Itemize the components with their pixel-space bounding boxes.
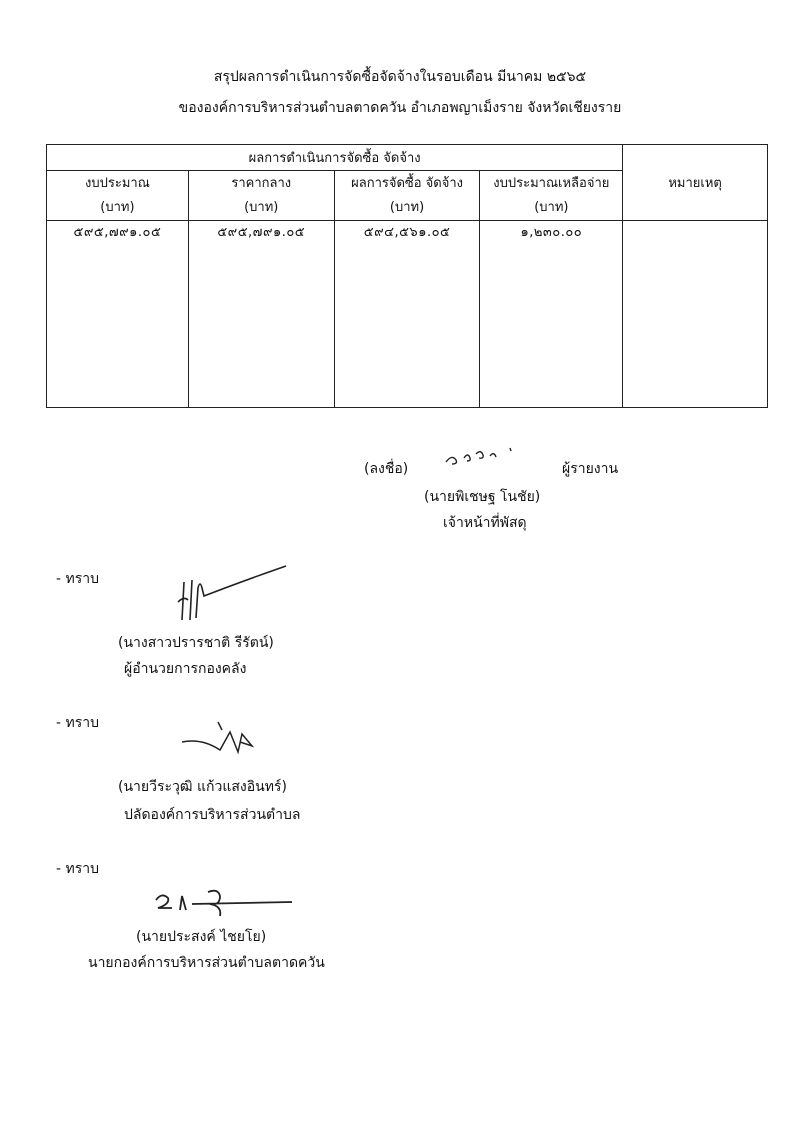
column-header-median-price [188,171,334,221]
acknowledge-position: ผู้อำนวยการกองคลัง [124,661,247,677]
column-header-procurement-result [334,171,480,221]
column-header-remaining-budget [480,171,623,221]
deputy-chief-signature [180,716,264,760]
procurement-summary-table [46,144,768,408]
reporter-signature [440,440,520,470]
cell-budget: ๕๙๕,๗๙๑.๐๕ [47,221,189,408]
column-header-budget [47,171,189,221]
document-subtitle: ขององค์การบริหารส่วนตำบลตาดควัน อำเภอพญาเม็งราย จังหวัดเชียงราย [178,100,622,116]
finance-director-signature [170,562,290,624]
cell-median-price: ๕๙๕,๗๙๑.๐๕ [188,221,334,408]
acknowledge-name: (นายประสงค์ ไชยโย) [136,929,267,945]
cell-remark [623,221,768,408]
cell-remaining-budget: ๑,๒๓๐.๐๐ [480,221,623,408]
column-label: งบประมาณ [85,175,150,191]
column-label: งบประมาณเหลือจ่าย [493,175,610,191]
column-unit: (บาท) [534,199,569,215]
group-header: ผลการดำเนินการจัดซื้อ จัดจ้าง [47,145,623,171]
column-unit: (บาท) [389,199,425,215]
acknowledge-label: - ทราบ [56,715,99,731]
column-unit: (บาท) [244,199,279,215]
table-row [47,221,768,408]
sign-prefix: (ลงชื่อ) [364,461,409,477]
acknowledge-label: - ทราบ [56,571,99,587]
acknowledge-name: (นายวีระวุฒิ แก้วแสงอินทร์) [118,779,287,795]
reporter-position: เจ้าหน้าที่พัสดุ [443,515,527,531]
reporter-name: (นายพิเชษฐ โนชัย) [424,489,541,505]
acknowledge-position: นายกองค์การบริหารส่วนตำบลตาดควัน [88,955,325,971]
column-label: ราคากลาง [231,175,292,191]
document-title: สรุปผลการดำเนินการจัดซื้อจัดจ้างในรอบเดือน มีนาคม ๒๕๖๕ [213,69,587,85]
acknowledge-position: ปลัดองค์การบริหารส่วนตำบล [124,807,301,823]
cell-procurement-result: ๕๙๔,๕๖๑.๐๕ [334,221,480,408]
remark-header: หมายเหตุ [623,145,768,221]
mayor-signature [152,886,302,920]
acknowledge-label: - ทราบ [56,861,99,877]
column-unit: (บาท) [100,199,135,215]
reporter-role: ผู้รายงาน [562,461,619,477]
acknowledge-name: (นางสาวปรารชาติ รีรัตน์) [118,635,274,651]
column-label: ผลการจัดซื้อ จัดจ้าง [351,175,463,191]
